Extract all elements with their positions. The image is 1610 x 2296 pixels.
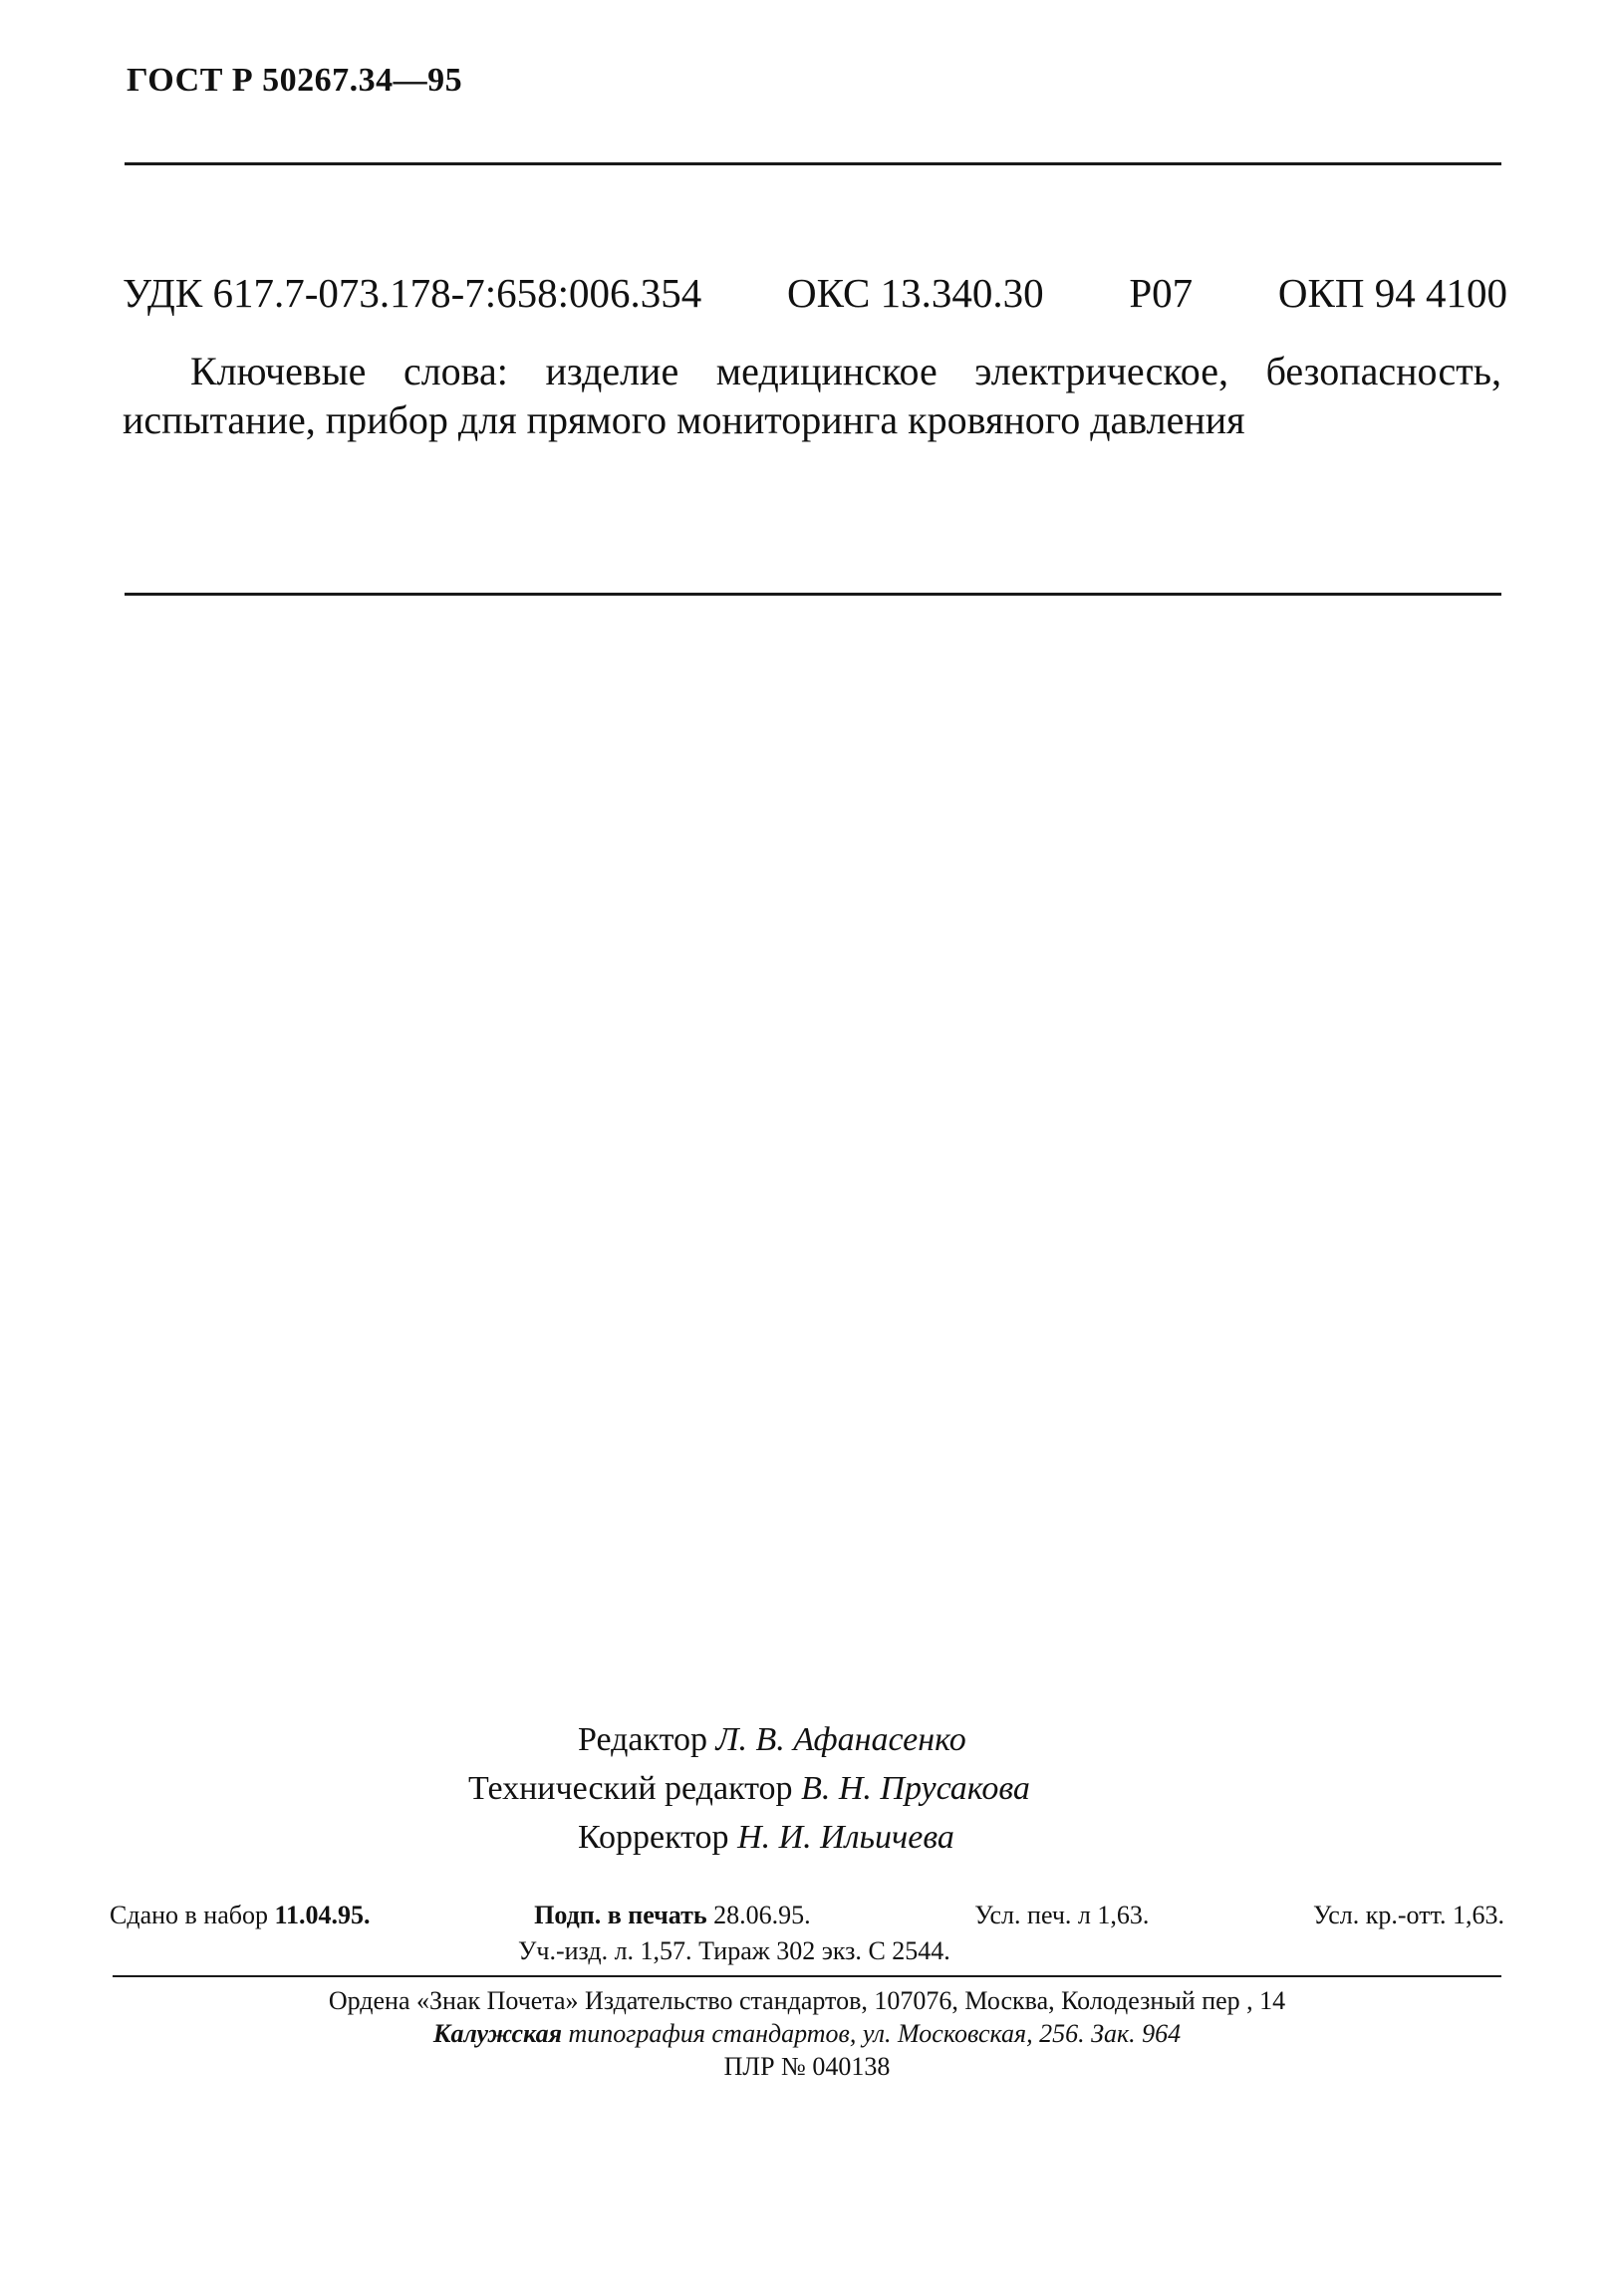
print-info-line-2 [518,1933,950,1969]
printing-house-details: типография стандартов, ул. Московская, 256. Зак. 964 [568,2019,1182,2048]
corrector-role: Корректор [578,1819,729,1856]
typeset-label: Сдано в набор [110,1901,268,1929]
tech-editor-role: Технический редактор [468,1770,793,1807]
tech-editor-credit [468,1764,1030,1813]
typeset-info [110,1898,371,1933]
print-sheets: Усл. печ. л 1,63. [974,1901,1150,1929]
order-code: С 2544. [868,1936,950,1965]
tech-editor-name: В. Н. Прусакова [801,1770,1030,1807]
publisher-divider [113,1975,1501,1977]
keywords-paragraph: Ключевые слова: изделие медицинское электрическое, безопасность, испытание, прибор для прямого мониторинга кровяного давления [123,349,1501,442]
color-prints: Усл. кр.-отт. 1,63. [1312,1901,1504,1929]
publisher-block [139,1984,1475,2083]
standard-number-header: ГОСТ Р 50267.34—95 [127,62,463,99]
typeset-date: 11.04.95. [274,1901,371,1929]
publisher-line-1: Ордена «Знак Почета» Издательство стандартов, 107076, Москва, Колодезный пер , 14 [328,1986,1286,2015]
corrector-name: Н. И. Ильичева [737,1819,954,1856]
editor-credit [578,1715,966,1764]
signed-date: 28.06.95. [713,1901,811,1929]
print-run: Тираж 302 экз. [698,1936,862,1965]
publisher-license: ПЛР № 040138 [723,2052,891,2081]
editor-name: Л. В. Афанасенко [715,1721,966,1758]
editor-role: Редактор [578,1721,707,1758]
signed-info [534,1898,811,1933]
publishing-sheets: Уч.-изд. л. 1,57. [518,1936,692,1965]
group-code: Р07 [1129,270,1194,316]
udk-code: УДК 617.7-073.178-7:658:006.354 [123,270,702,316]
oks-code: ОКС 13.340.30 [787,270,1044,316]
corrector-credit [578,1813,954,1862]
publisher-line-2 [139,2017,1475,2050]
printing-house-city: Калужская [432,2019,562,2048]
okp-code: ОКП 94 4100 [1277,270,1507,316]
classification-codes [123,269,1507,317]
top-divider [125,162,1501,165]
keywords-divider [125,593,1501,596]
signed-label: Подп. в печать [534,1901,707,1929]
print-info-line-1 [110,1898,1504,1933]
